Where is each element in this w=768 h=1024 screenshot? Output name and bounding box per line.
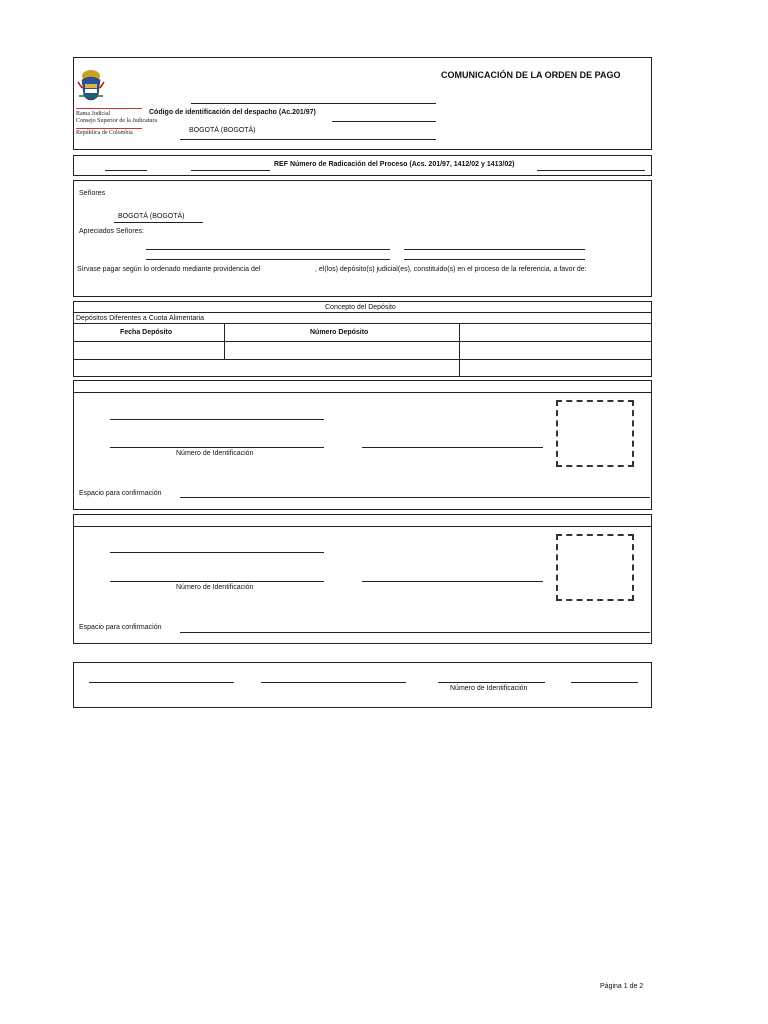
logo-line-1: Rama Judicial: [76, 111, 111, 117]
ref-label: REF Número de Radicación del Proceso (Acs. 201/97, 1412/02 y 1413/02): [274, 161, 515, 168]
deposit-col-line-2: [459, 323, 460, 377]
signature-2-confirm-label: Espacio para confirmación: [79, 624, 162, 631]
body-text-1: Sírvase pagar según lo ordenado mediante providencia del: [77, 266, 261, 273]
office-code-field[interactable]: [332, 121, 436, 122]
footer-field-1[interactable]: [89, 682, 234, 683]
deposit-divider-2: [73, 323, 652, 324]
ref-field-1[interactable]: [105, 170, 147, 171]
signature-2-stamp-area: [556, 534, 634, 601]
deposit-divider-4: [73, 359, 652, 360]
addressee-box: [73, 180, 652, 297]
signature-2-extra-field[interactable]: [362, 581, 543, 582]
footer-id-field[interactable]: [438, 682, 545, 683]
signature-2-confirm-field[interactable]: [180, 632, 650, 633]
deposit-divider-1: [73, 312, 652, 313]
header-city: BOGOTÁ (BOGOTÁ): [189, 127, 256, 134]
footer-box: [73, 662, 652, 708]
signature-1-stamp-area: [556, 400, 634, 467]
col-header-date: Fecha Depósito: [120, 329, 173, 336]
signature-1-id-field[interactable]: [110, 447, 324, 448]
deposit-row-number-cell[interactable]: [225, 342, 459, 359]
signature-2-id-field[interactable]: [110, 581, 324, 582]
deposit-row-date-cell[interactable]: [74, 342, 224, 359]
signature-2-name-field[interactable]: [110, 552, 324, 553]
footer-field-2[interactable]: [261, 682, 406, 683]
logo-line-3: República de Colombia: [76, 130, 133, 136]
signature-1-id-label: Número de Identificación: [176, 450, 254, 457]
ref-field-2[interactable]: [191, 170, 270, 171]
page-title: COMUNICACIÓN DE LA ORDEN DE PAGO: [441, 70, 621, 80]
signature-1-top-divider: [73, 392, 652, 393]
page-number: Página 1 de 2: [600, 983, 644, 990]
signature-1-name-field[interactable]: [110, 419, 324, 420]
header-line-1[interactable]: [191, 103, 436, 104]
signature-1-confirm-field[interactable]: [180, 497, 650, 498]
deposit-type: Depósitos Diferentes a Cuota Alimentaria: [76, 315, 205, 322]
logo-line-2: Consejo Superior de la Judicatura: [76, 118, 157, 124]
addressee-field-1[interactable]: [146, 249, 390, 250]
addressee-field-4[interactable]: [404, 259, 585, 260]
signature-1-confirm-label: Espacio para confirmación: [79, 490, 162, 497]
salutation: Señores: [79, 190, 106, 197]
addressee-field-2[interactable]: [404, 249, 585, 250]
coat-of-arms-icon: [76, 66, 106, 106]
signature-2-id-label: Número de Identificación: [176, 584, 254, 591]
addressee-city: BOGOTÁ (BOGOTÁ): [118, 213, 185, 220]
deposit-concept-header: Concepto del Depósito: [325, 304, 396, 311]
office-code-label: Código de identificación del despacho (Ac.201/97): [149, 109, 316, 116]
footer-field-4[interactable]: [571, 682, 638, 683]
signature-1-extra-field[interactable]: [362, 447, 543, 448]
header-city-field[interactable]: [180, 139, 436, 140]
body-text-2: , el(los) depósito(s) judicial(es), constituido(s) en el proceso de la referencia, a favor de:: [315, 266, 587, 273]
addressee-field-3[interactable]: [146, 259, 390, 260]
ref-radicacion-field[interactable]: [537, 170, 645, 171]
signature-2-top-divider: [73, 526, 652, 527]
col-header-number: Número Depósito: [310, 329, 369, 336]
footer-id-label: Número de Identificación: [450, 685, 528, 692]
addressee-city-field[interactable]: [114, 222, 203, 223]
greeting: Apreciados Señores:: [79, 228, 144, 235]
logo: [76, 66, 157, 146]
